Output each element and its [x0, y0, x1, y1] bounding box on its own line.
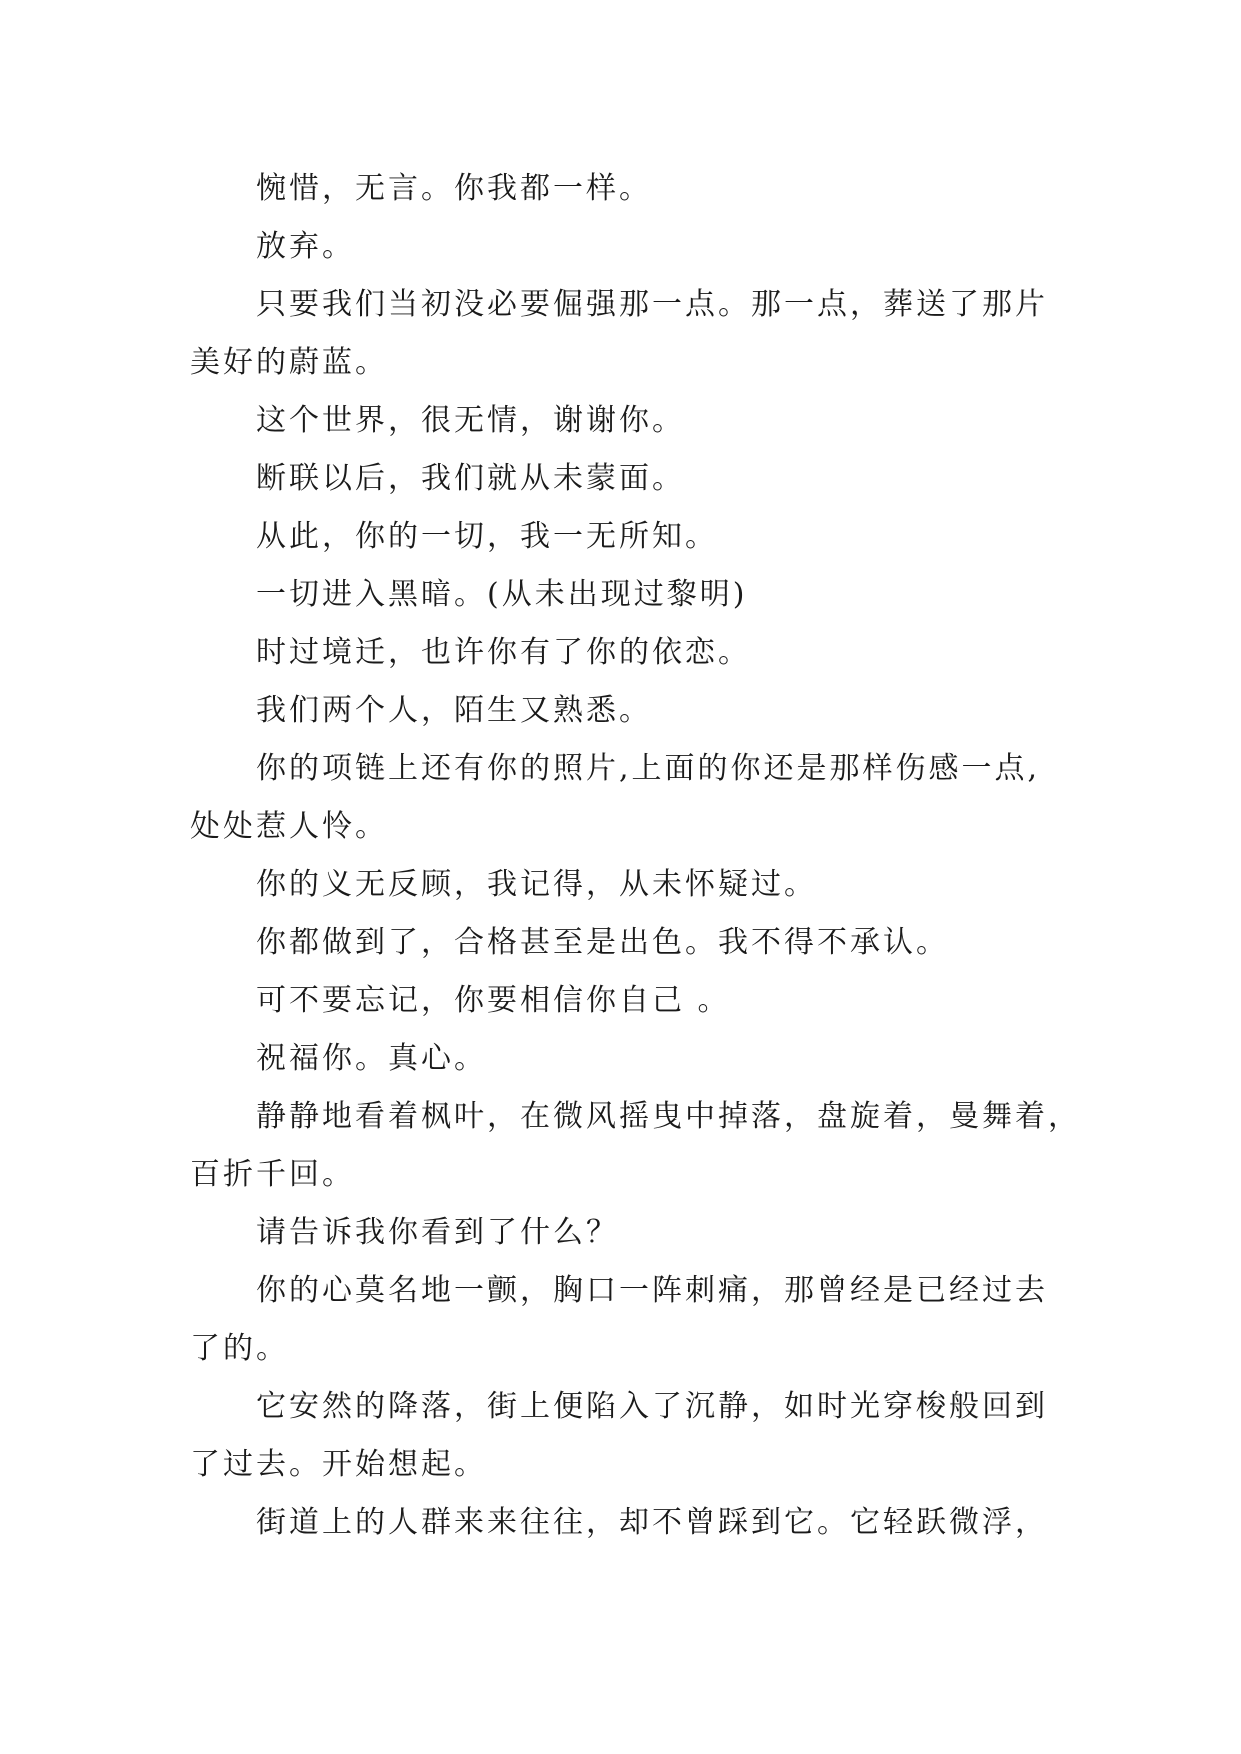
paragraph-line: 祝福你。真心。	[256, 1041, 487, 1076]
paragraph-line: 街道上的人群来来往往，却不曾踩到它。它轻跃微浮，	[256, 1505, 1048, 1540]
paragraph	[190, 740, 1062, 856]
paragraph-line: 你的心莫名地一颤，胸口一阵刺痛，那曾经是已经过去	[256, 1273, 1048, 1308]
paragraph	[190, 218, 1062, 276]
paragraph	[190, 856, 1062, 914]
paragraph-line: 了的。	[190, 1331, 289, 1366]
paragraph	[190, 1262, 1062, 1378]
paragraph-line: 它安然的降落，街上便陷入了沉静，如时光穿梭般回到	[256, 1389, 1048, 1424]
paragraph	[190, 566, 1062, 624]
paragraph	[190, 160, 1062, 218]
paragraph	[190, 276, 1062, 392]
paragraph	[190, 1494, 1062, 1552]
paragraph-line: 了过去。开始想起。	[190, 1447, 487, 1482]
paragraph	[190, 1204, 1062, 1262]
paragraph-line: 断联以后，我们就从未蒙面。	[256, 461, 685, 496]
paragraph-line: 百折千回。	[190, 1157, 355, 1192]
paragraph-line: 你的项链上还有你的照片,上面的你还是那样伤感一点,	[256, 751, 1041, 786]
paragraph-line: 从此，你的一切，我一无所知。	[256, 519, 718, 554]
paragraph-line: 你都做到了，合格甚至是出色。我不得不承认。	[256, 925, 949, 960]
paragraph	[190, 624, 1062, 682]
paragraph	[190, 1378, 1062, 1494]
paragraph-line: 可不要忘记，你要相信你自己 。	[256, 983, 731, 1018]
paragraph	[190, 972, 1062, 1030]
paragraph	[190, 1030, 1062, 1088]
paragraph-line: 处处惹人怜。	[190, 809, 388, 844]
paragraph-line: 放弃。	[256, 229, 355, 264]
paragraph-line: 你的义无反顾，我记得，从未怀疑过。	[256, 867, 817, 902]
paragraph-line: 时过境迁，也许你有了你的依恋。	[256, 635, 751, 670]
paragraph	[190, 392, 1062, 450]
paragraph	[190, 914, 1062, 972]
paragraph	[190, 450, 1062, 508]
paragraph-line: 请告诉我你看到了什么？	[256, 1215, 619, 1250]
paragraph-line: 只要我们当初没必要倔强那一点。那一点，葬送了那片	[256, 287, 1048, 322]
paragraph	[190, 1088, 1081, 1204]
paragraph	[190, 682, 1062, 740]
paragraph-line: 一切进入黑暗。(从未出现过黎明)	[256, 577, 748, 612]
document-body	[190, 160, 1081, 1552]
paragraph-line: 静静地看着枫叶，在微风摇曳中掉落，盘旋着，曼舞着，	[256, 1099, 1081, 1134]
paragraph-line: 我们两个人，陌生又熟悉。	[256, 693, 652, 728]
paragraph-line: 这个世界，很无情，谢谢你。	[256, 403, 685, 438]
paragraph-line: 惋惜，无言。你我都一样。	[256, 171, 652, 206]
paragraph	[190, 508, 1062, 566]
paragraph-line: 美好的蔚蓝。	[190, 345, 388, 380]
